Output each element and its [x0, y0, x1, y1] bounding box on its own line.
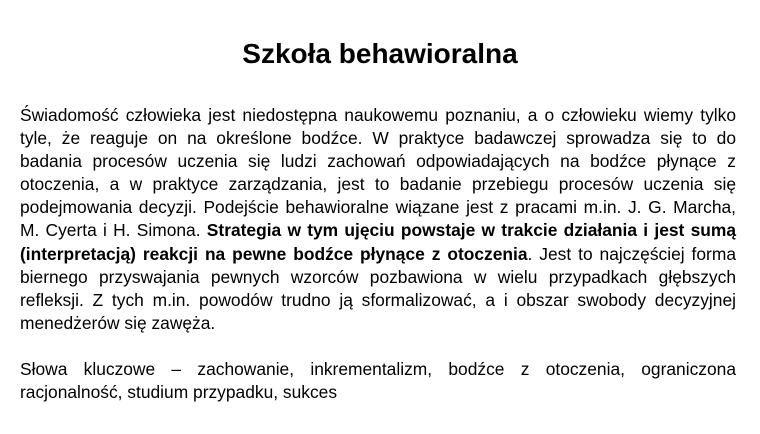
paragraph-intro: Świadomość człowieka jest niedostępna naukowemu poznaniu, a o człowieku wiemy tylko tyle, że reaguje on na określone bodźce. W praktyce badawczej sprowadza się to do badania procesów uczenia się ludzi zachowań odpowiadających na bodźce płynące z otoczenia, a w praktyce zarządzania, jest to badanie przebiegu procesów uczenia się podejmowania decyzji. Podejście behawioralne wiązane jest z pracami m.in. J. G. Marcha, M. Cyerta i H. Simona. — [20, 105, 736, 241]
keywords-paragraph: Słowa kluczowe – zachowanie, inkrementalizm, bodźce z otoczenia, ograniczona racjonalność, studium przypadku, sukces — [20, 359, 736, 403]
paragraph-gap — [20, 335, 736, 358]
paragraph-rest: . Jest to najczęściej forma biernego przyswajania pewnych wzorców pozbawiona w wielu przypadkach głębszych refleksji. Z tych m.in. powodów trudno ją sformalizować, a i obszar swobody decyzyjnej menedżerów się zawęża. — [20, 243, 736, 333]
main-paragraph — [20, 104, 736, 335]
slide-body — [20, 104, 736, 404]
paragraph-bold-statement: Strategia w tym ujęciu powstaje w trakcie działania i jest sumą (interpretacją) reakcji na pewne bodźce płynące z otoczenia — [20, 220, 737, 264]
slide-title: Szkoła behawioralna — [242, 38, 518, 69]
